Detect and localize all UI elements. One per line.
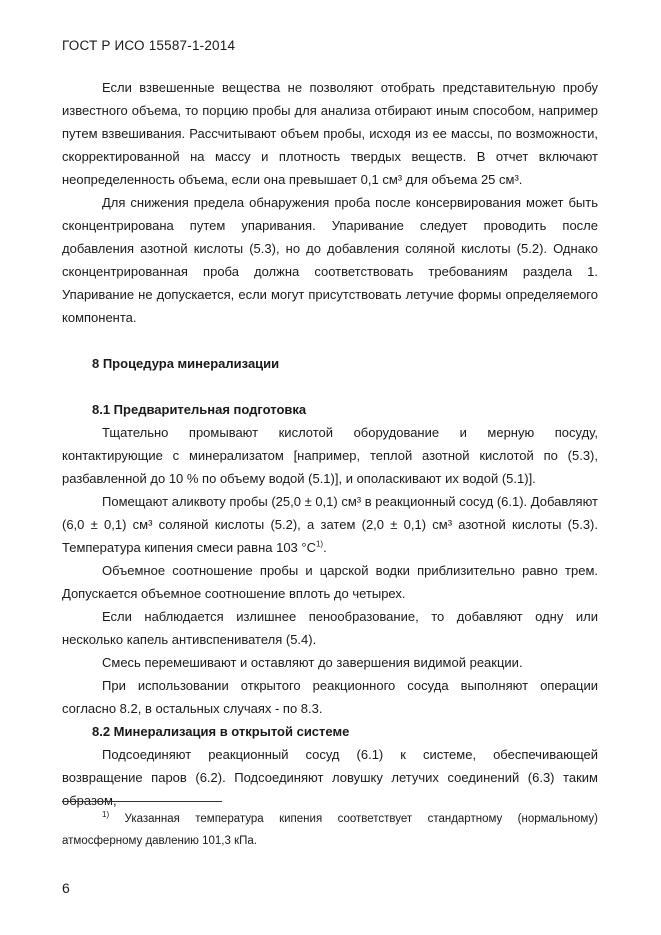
footnote-divider <box>62 801 222 802</box>
paragraph-8-1-vessel: При использовании открытого реакционного сосуда выполняют операции согласно 8.2, в остальных случаях - по 8.3. <box>62 678 598 716</box>
paragraph-8-1-ratio: Объемное соотношение пробы и царской водки приблизительно равно трем. Допускается объемное соотношение вплоть до четырех. <box>62 563 598 601</box>
paragraph-evaporation: Для снижения предела обнаружения проба после консервирования может быть сконцентрирована путем упаривания. Упаривание следует проводить после добавления азотной кислоты (5.3), но до добавления соляной кислоты (5.2). Однако сконцентрированная проба должна соответствовать требованиям раздела 1. Упаривание не допускается, если могут присутствовать летучие формы определяемого компонента. <box>62 195 598 325</box>
subsection-8-2-title: 8.2 Минерализация в открытой системе <box>92 724 350 739</box>
paragraph-8-1-foam: Если наблюдается излишнее пенообразование, то добавляют одну или несколько капель антивспенивателя (5.4). <box>62 609 598 647</box>
paragraph-8-1-mixing: Смесь перемешивают и оставляют до завершения видимой реакции. <box>102 655 523 670</box>
section-8-title: 8 Процедура минерализации <box>92 356 280 371</box>
subsection-8-1-title: 8.1 Предварительная подготовка <box>92 402 307 417</box>
footnote-text: Указанная температура кипения соответствует стандартному (нормальному) атмосферному давлению 101,3 кПа. <box>62 813 598 847</box>
document-header: ГОСТ Р ИСО 15587-1-2014 <box>62 38 236 53</box>
paragraph-8-1-washing: Тщательно промывают кислотой оборудование и мерную посуду, контактирующие с минерализатом [например, теплой азотной кислотой по (5.3), разбавленной до 10 % по объему водой (5.1)], и ополаскивают их водой (5.1)]. <box>62 425 598 486</box>
aliquot-end: . <box>323 540 327 555</box>
footnote-marker: 1) <box>102 810 110 820</box>
paragraph-8-2-connect: Подсоединяют реакционный сосуд (6.1) к системе, обеспечивающей возвращение паров (6.2). Подсоединяют ловушку летучих соединений (6.3) таким образом, <box>62 747 598 808</box>
aliquot-text: Помещают аликвоту пробы (25,0 ± 0,1) см³ в реакционный сосуд (6.1). Добавляют (6,0 ± 0,1) см³ соляной кислоты (5.2), а затем (2,0 ± 0,1) см³ азотной кислоты (5.3). Температура кипения смеси равна 103 °С <box>62 494 598 555</box>
footnote <box>62 808 598 852</box>
page-number: 6 <box>62 880 70 896</box>
paragraph-sample-volume: Если взвешенные вещества не позволяют отобрать представительную пробу известного объема, то порцию пробы для анализа отбирают иным способом, например путем взвешивания. Рассчитывают объем пробы, исходя из ее массы, по возможности, скорректированной на массу и плотность твердых веществ. В отчет включают неопределенность объема, если она превышает 0,1 см³ для объема 25 см³. <box>62 80 598 187</box>
paragraph-8-1-aliquot <box>62 490 598 559</box>
footnote-reference: 1) <box>315 539 324 549</box>
page-body <box>62 76 598 812</box>
